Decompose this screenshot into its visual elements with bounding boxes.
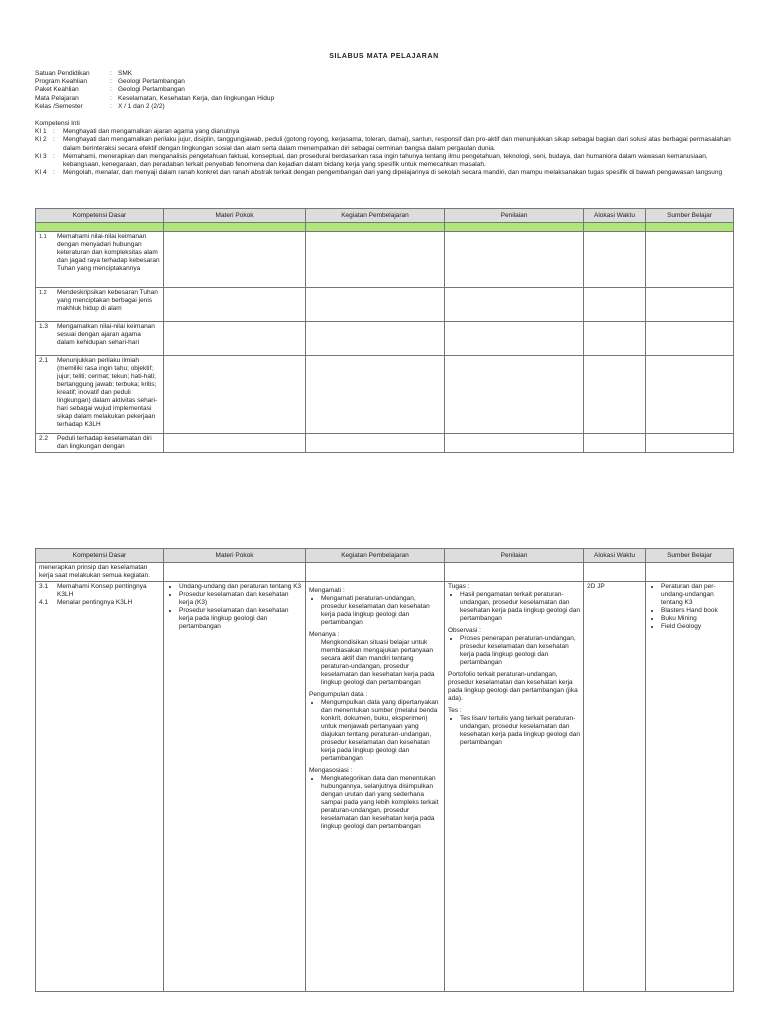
ki-code: KI 2 (35, 136, 47, 144)
ki-heading: Kompetensi Inti (35, 120, 80, 127)
identity-label: Paket Keahlian (35, 86, 79, 94)
ki-text: Mengolah, menalar, dan menyaji dalam ranah konkret dan ranah abstrak terkait dengan pengembangan dari yang dipelajarinya di sekolah secara mandiri, dan mampu melaksanakan tugas spesifik di bawah pengawasan langsung (63, 169, 723, 177)
kd-item (39, 583, 160, 599)
column-header: Sumber Belajar (646, 209, 734, 223)
ki-text: Memahami, menerapkan dan menganalisis pengetahuan faktual, konseptual, dan prosedural berdasarkan rasa ingin tahunya tentang ilmu pengetahuan, teknologi, seni, budaya, dan humaniora dalam wawasan kemanusiaan, kebangsaan, kenegaraan, dan peradaban terkait penyebab fenomena dan kejadian dalam bidang kerja yang spesifik untuk memecahkan masalah. (63, 152, 708, 169)
identity-row: Paket Keahlian : Geologi Pertambangan (35, 86, 185, 94)
column-header: Materi Pokok (164, 549, 306, 563)
column-header: Kegiatan Pembelajaran (306, 209, 445, 223)
kegiatan-text: Mengkondisikan situasi belajar untuk membiasakan mengajukan pertanyaan secara aktif dan mandiri tentang peraturan-undangan, prosedur keselamatan dan kesehatan kerja pada lingkup geologi dan pertambangan (321, 639, 435, 686)
identity-block (35, 70, 274, 111)
identity-row: Kelas /Semester : X / 1 dan 2 (2/2) (35, 102, 165, 110)
table-header-row (36, 549, 734, 563)
column-header: Sumber Belajar (646, 549, 734, 563)
column-header: Kompetensi Dasar (36, 549, 164, 563)
ki-item: KI 1 : Menghayati dan mengamalkan ajaran agama yang dianutnya (35, 128, 735, 136)
ki-code: KI 1 (35, 128, 47, 136)
kegiatan-label: Mengasosiasi : (309, 767, 353, 774)
kegiatan-label: Mengamati : (309, 587, 345, 594)
column-header: Alokasi Waktu (584, 209, 646, 223)
identity-row: Mata Pelajaran : Keselamatan, Kesehatan Kerja, dan lingkungan Hidup (35, 94, 275, 102)
sumber-list (649, 583, 730, 631)
identity-label: Satuan Pendidikan (35, 70, 90, 77)
kd-text: Mengamalkan nilai-nilai keimanan sesuai dengan ajaran agama dalam kehidupan sehari-hari (57, 323, 155, 346)
identity-value: SMK (118, 70, 133, 77)
penilaian-text: Portofolio terkait peraturan-undangan, prosedur keselamatan dan kesehatan kerja pada lingkup geologi dan pertambangan (jika ada). (448, 671, 578, 702)
kd-number: 1.1 (39, 234, 47, 240)
identity-value: X / 1 dan 2 (2/2) (118, 102, 165, 110)
identity-value: Geologi Pertambangan (118, 78, 185, 86)
kd-number: 2.1 (39, 357, 49, 364)
column-header: Penilaian (445, 549, 584, 563)
sumber-item: • Peraturan dan per-undang-undangan tentang K3 (661, 583, 730, 607)
silabus-table-2 (35, 548, 734, 992)
ki-code: KI 4 (35, 169, 47, 177)
silabus-table-1 (35, 208, 734, 453)
table-row (36, 288, 734, 322)
kd-number: 1.3 (39, 323, 49, 330)
penilaian-label: Tugas : (448, 583, 470, 590)
table-row (36, 322, 734, 356)
materi-list (167, 583, 302, 631)
identity-value: Keselamatan, Kesehatan Kerja, dan lingkungan Hidup (118, 94, 275, 102)
identity-label: Kelas /Semester (35, 102, 83, 110)
identity-value: Geologi Pertambangan (118, 86, 185, 94)
penilaian-item: • Hasil pengamatan terkait peraturan-undangan, prosedur keselamatan dan kesehatan kerja pada lingkup geologi dan pertambangan (460, 591, 580, 623)
kd-number: 4.1 (39, 599, 49, 606)
sumber-item: • Buku Mining (661, 615, 730, 623)
identity-row: Satuan Pendidikan : SMK (35, 70, 133, 77)
sumber-item: • Field Geology (661, 623, 730, 631)
column-header: Kegiatan Pembelajaran (306, 549, 445, 563)
identity-label: Program Keahlian (35, 78, 88, 86)
ki-text: Menghayati dan mengamalkan ajaran agama yang dianutnya (63, 128, 240, 136)
penilaian-item: • Proses penerapan peraturan-undangan, prosedur keselamatan dan kesehatan kerja pada lingkup geologi dan pertambangan (460, 635, 580, 667)
sumber-item: • Blasters Hand book (661, 607, 730, 615)
ki-item: KI 2 : Menghayati dan mengamalkan perilaku jujur, disiplin, tanggungjawab, peduli (gotong royong, kerjasama, toleran, damai), santun, responsif dan pro-aktif dan menunjukkan sikap sebagai bagian dari solusi atas berbagai permasalahan dalam berinteraksi secara efektif dengan lingkungan sosial dan alam serta dalam menempatkan diri sebagai cerminan bangsa dalam pergaulan dunia. (35, 136, 735, 152)
ki-item: KI 3 : Memahami, menerapkan dan menganalisis pengetahuan faktual, konseptual, dan prosedural berdasarkan rasa ingin tahunya tentang ilmu pengetahuan, teknologi, seni, budaya, dan humaniora dalam wawasan kemanusiaan, kebangsaan, kenegaraan, dan peradaban terkait penyebab fenomena dan kejadian dalam bidang kerja yang spesifik untuk memecahkan masalah. (35, 153, 735, 169)
kompetensi-inti-block (35, 120, 735, 177)
penilaian-item: • Tes lisan/ tertulis yang terkait peraturan-undangan, prosedur keselamatan dan kesehatan kerja pada lingkup geologi dan pertambangan (460, 715, 580, 747)
materi-item: • Prosedur keselamatan dan kesehatan kerja (K3) (179, 591, 302, 607)
table-header-row (36, 209, 734, 223)
kegiatan-label: Menanya : (309, 631, 340, 638)
highlight-row (36, 223, 734, 232)
kd-number: 3.1 (39, 583, 49, 590)
kd-text: Menunjukkan perilaku ilmiah (memiliki rasa ingin tahu; objektif; jujur; teliti; cermat; tekun; hati-hati; bertanggung jawab; terbuka; kritis; kreatif; inovatif dan peduli lingkungan) dalam aktivitas sehari-hari sebagai wujud implementasi sikap dalam melakukan pekerjaan terhadap K3LH (57, 357, 158, 428)
column-header: Materi Pokok (164, 209, 306, 223)
kd-text: Memahami nilai-nilai keimanan dengan menyadari hubungan keteraturan dan kompleksitas alam dan jagad raya terhadap kebesaran Tuhan yang menciptakannya (57, 233, 160, 272)
identity-label: Mata Pelajaran (35, 94, 79, 102)
kd-text: Mendeskripsikan kebesaran Tuhan yang menciptakan berbagai jenis makhluk hidup di alam (57, 289, 158, 312)
materi-item: • Prosedur keselamatan dan kesehatan kerja pada lingkup geologi dan pertambangan (179, 607, 302, 631)
kd-text: Peduli terhadap keselamatan diri dan lingkungan dengan (57, 435, 152, 450)
kd-text: Menalar pentingnya K3LH (57, 599, 133, 606)
ki-item: KI 4 : Mengolah, menalar, dan menyaji dalam ranah konkret dan ranah abstrak terkait dengan pengembangan dari yang dipelajarinya di sekolah secara mandiri, dan mampu melaksanakan tugas spesifik di bawah pengawasan langsung (35, 169, 735, 177)
table-row (36, 434, 734, 453)
ki-text: Menghayati dan mengamalkan perilaku jujur, disiplin, tanggungjawab, peduli (gotong royong, kerjasama, toleran, damai), santun, responsif dan pro-aktif dan menunjukkan sikap sebagai bagian dari solusi atas berbagai permasalahan dalam berinteraksi secara efektif dengan lingkungan sosial dan alam serta dalam menempatkan diri sebagai cerminan bangsa dalam pergaulan dunia. (63, 136, 731, 152)
kd-number: 2.2 (39, 435, 49, 442)
identity-row: Program Keahlian : Geologi Pertambangan (35, 78, 185, 86)
column-header: Alokasi Waktu (584, 549, 646, 563)
kegiatan-item: • Mengamati peraturan-undangan, prosedur keselamatan dan kesehatan kerja pada lingkup geologi dan pertambangan (321, 595, 441, 627)
kd-item (39, 599, 160, 607)
kd-text: Memahami Konsep pentingnya K3LH (57, 583, 147, 598)
penilaian-label: Tes : (448, 707, 462, 714)
alokasi-waktu: 2D JP (584, 582, 646, 992)
kd-number: 1.2 (39, 290, 47, 296)
materi-item: • Undang-undang dan peraturan tentang K3 (179, 583, 302, 591)
kegiatan-item: • Mengumpulkan data yang dipertanyakan dan menentukan sumber (melalui benda konkrit, dokumen, buku, eksperimen) untuk menjawab pertanyaan yang diajukan tentang peraturan-undangan, prosedur keselamatan dan kesehatan kerja pada lingkup geologi dan pertambangan (321, 699, 441, 763)
ki-code: KI 3 (35, 152, 47, 160)
column-header: Penilaian (445, 209, 584, 223)
kd-carry-text: menerapkan prinsip dan keselamatan kerja saat melakukan semua kegiatan. (36, 563, 164, 582)
kegiatan-label: Pengumpulan data : (309, 691, 368, 698)
table-row (36, 232, 734, 288)
kegiatan-item: • Mengkategorikan data dan menentukan hubungannya, selanjutnya disimpulkan dengan urutan dari yang sederhana sampai pada yang lebih kompleks terkait peraturan-undangan, prosedur keselamatan dan kesehatan kerja pada lingkup geologi dan pertambangan (321, 775, 441, 831)
penilaian-label: Observasi : (448, 627, 481, 634)
column-header: Kompetensi Dasar (36, 209, 164, 223)
table-row (36, 563, 734, 582)
table-row (36, 582, 734, 992)
document-title: SILABUS MATA PELAJARAN (329, 53, 439, 60)
table-row (36, 356, 734, 434)
